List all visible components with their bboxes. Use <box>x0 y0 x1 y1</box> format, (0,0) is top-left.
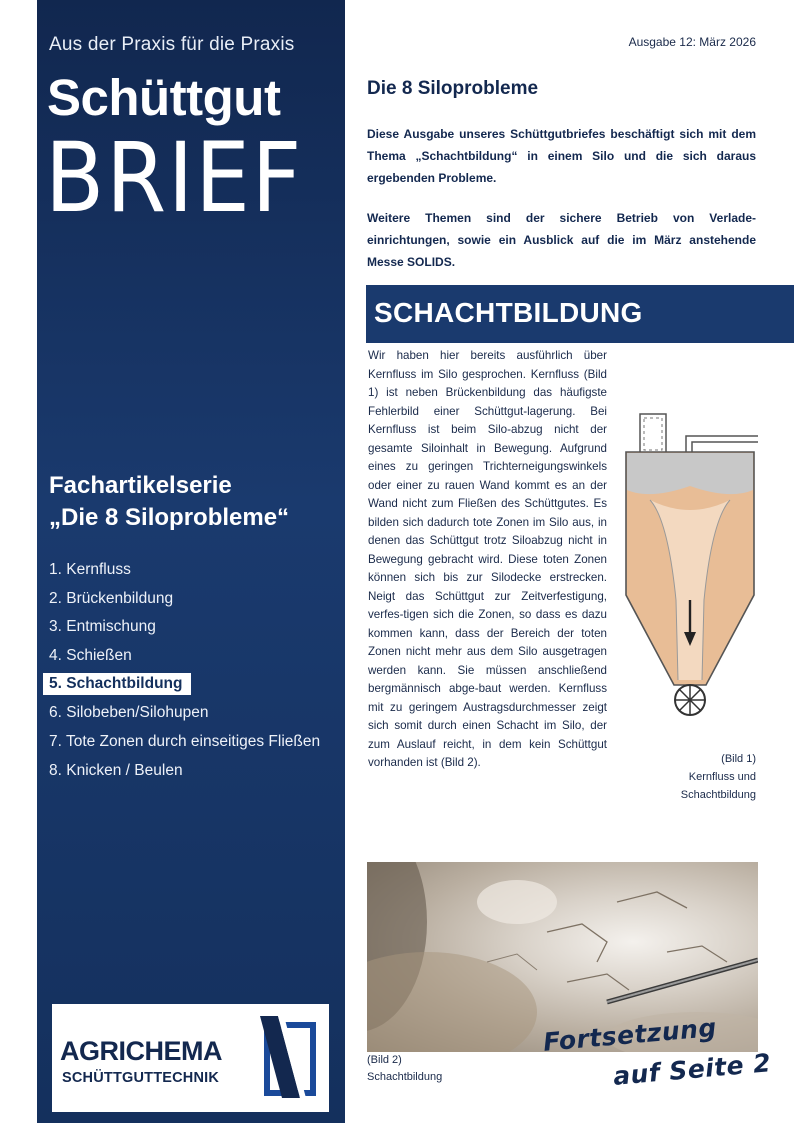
figure1-caption-line3: Schachtbildung <box>680 789 756 801</box>
article-body: Wir haben hier bereits ausführlich über Kernfluss im Silo gesprochen. Kernfluss (Bild 1) ist neben Brückenbildung das häufigste Fehlerbild einer Schüttgut-lagerung. Bei Kernfluss ist beim Silo-abzug nicht der gesamte Siloinhalt in Bewegung. Aufgrund eines zu geringen Trichterneigungswinkels oder einer zu rauen Wand kommt es an der Wand nicht zum Fließen des Schüttgutes. Es bilden sich dadurch tote Zonen im Silo aus, in denen das Schüttgut trotz Siloabzug nicht in Bewegung gebracht wird. Diese toten Zonen können sich bis zur Silodecke erstrecken. Neigt das Schüttgut zur Zeitverfestigung, verfes-tigen sich die Zonen, so dass es dazu kommen kann, dass der Bereich der toten Zonen nicht mehr aus dem Silo ausgetragen werden kann. Sie müssen anschließend bergmännisch abge-baut werden. Kernfluss mit zu geringem Austragsdurchmesser zeigt sich somit durch einen Schacht im Silo, der zum Auslauf reicht, in dem kein Schüttgut vorhanden ist (Bild 2). <box>368 349 607 769</box>
topic-item-1: 1. Kernfluss <box>49 561 131 578</box>
topic-item-5-active: 5. Schachtbildung <box>43 673 191 695</box>
section-title: SCHACHTBILDUNG <box>374 297 643 328</box>
figure2-caption <box>367 1052 442 1086</box>
topic-item-7: 7. Tote Zonen durch einseitiges Fließen <box>49 732 321 750</box>
figure1-caption <box>630 750 756 804</box>
intro-paragraph-2: Weitere Themen sind der sichere Betrieb von Verlade-einrichtungen, sowie ein Ausblick auf die im März anstehende Messe SOLIDS. <box>367 211 756 269</box>
intro-text <box>367 123 756 291</box>
series-title <box>49 470 289 534</box>
series-title-line1: Fachartikelserie <box>49 472 232 499</box>
tagline: Aus der Praxis für die Praxis <box>49 34 295 55</box>
continuation-note <box>540 1012 776 1102</box>
section-header <box>366 285 794 343</box>
figure1-caption-line1: (Bild 1) <box>721 753 756 765</box>
brand-title-brief: BRIEF <box>45 122 304 234</box>
issue-date: Ausgabe 12: März 2026 <box>628 35 756 49</box>
brand-title-schuettgut: Schüttgut <box>47 69 281 126</box>
intro-paragraph-1: Diese Ausgabe unseres Schüttgutbriefes beschäftigt sich mit dem Thema „Schachtbildung“ in einem Silo und die sich daraus ergebenden Probleme. <box>367 127 756 185</box>
figure1-caption-line2: Kernfluss und <box>688 771 756 783</box>
rotary-valve-icon <box>675 685 705 715</box>
figure2-caption-line1: (Bild 2) <box>367 1054 402 1066</box>
topic-item-3: 3. Entmischung <box>49 618 156 636</box>
topic-item-4: 4. Schießen <box>49 646 132 664</box>
logo-wordmark: AGRICHEMA <box>60 1036 222 1066</box>
series-title-line2: „Die 8 Siloprobleme“ <box>49 504 290 531</box>
topic-list <box>43 556 320 785</box>
topic-item-6: 6. Silobeben/Silohupen <box>49 704 209 722</box>
continuation-line1: Fortsetzung <box>542 1012 718 1057</box>
figure2-caption-line2: Schachtbildung <box>367 1071 443 1083</box>
topic-item-2: 2. Brückenbildung <box>49 589 174 607</box>
agrichema-logo-mark-icon <box>256 1012 320 1104</box>
continuation-line2: auf Seite 2 <box>612 1048 773 1091</box>
page-headline: Die 8 Siloprobleme <box>367 78 539 99</box>
logo-subtitle: SCHÜTTGUTTECHNIK <box>62 1070 220 1086</box>
company-logo <box>52 1004 329 1112</box>
sidebar <box>37 0 345 1123</box>
topic-item-8: 8. Knicken / Beulen <box>49 761 183 779</box>
silo-diagram <box>620 400 760 745</box>
